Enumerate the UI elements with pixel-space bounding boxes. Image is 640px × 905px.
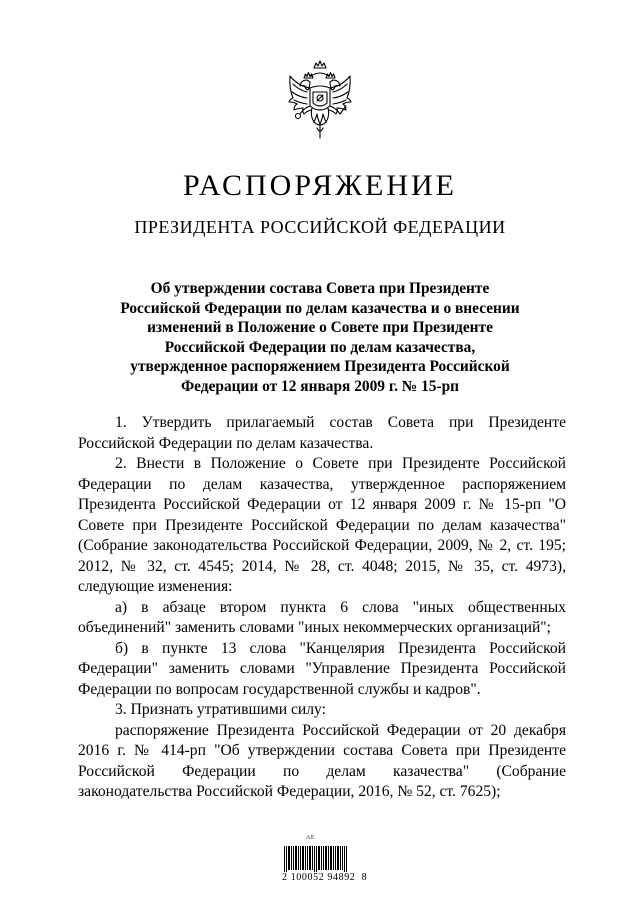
paragraph-2b: б) в пункте 13 слова "Канцелярия Президента Российской Федерации" заменить словами "Управление Президента Российской Федерации по вопросам государственной службы и кадров". — [78, 639, 566, 698]
heading-line: Об утверждении состава Совета при Президенте — [150, 280, 490, 297]
barcode — [284, 846, 348, 872]
heading-line: утвержденное распоряжением Президента Российской — [130, 358, 510, 376]
document-title: РАСПОРЯЖЕНИЕ — [182, 169, 458, 202]
document-heading — [90, 279, 550, 397]
heading-line: изменений в Положение о Совете при Президенте — [147, 319, 493, 337]
heading-line: Федерации от 12 января 2009 г. № 15-рп — [180, 377, 460, 395]
paragraph-2: 2. Внести в Положение о Совете при Президенте Российской Федерации по делам казачества, утвержденное распоряжением Президента Российской Федерации от 12 января 2009 г. № 15-рп "О Совете при Президенте Российской Федерации по делам казачества" (Собрание законодательства Российской Федерации, 2009, № 2, ст. 195; 2012, № 32, ст. 4545; 2014, № 28, ст. 4048; 2015, № 35, ст. 4973), следующие изменения: — [78, 455, 566, 595]
heading-line: Российской Федерации по делам казачества, — [164, 338, 476, 356]
paragraph-3-item: распоряжение Президента Российской Федерации от 20 декабря 2016 г. № 414-рп "Об утверждении состава Совета при Президенте Российской Федерации по делам казачества" (Собрание законодательства Российской Федерации, 2016, № 52, ст. 7625); — [78, 721, 566, 800]
paragraph-1: 1. Утвердить прилагаемый состав Совета при Президенте Российской Федерации по делам казачества. — [78, 414, 566, 452]
barcode-number: 2 100052 94892 8 — [282, 872, 368, 883]
document-subtitle: ПРЕЗИДЕНТА РОССИЙСКОЙ ФЕДЕРАЦИИ — [134, 217, 506, 237]
print-mark: АЕ — [306, 835, 315, 841]
document-body — [78, 413, 566, 803]
coat-of-arms-emblem — [284, 58, 356, 146]
heading-line: Российской Федерации по делам казачества и о внесении — [120, 299, 520, 317]
paragraph-2a: а) в абзаце втором пункта 6 слова "иных общественных объединений" заменить словами "иных некоммерческих организаций"; — [78, 598, 566, 636]
paragraph-3: 3. Признать утратившими силу: — [115, 701, 326, 718]
